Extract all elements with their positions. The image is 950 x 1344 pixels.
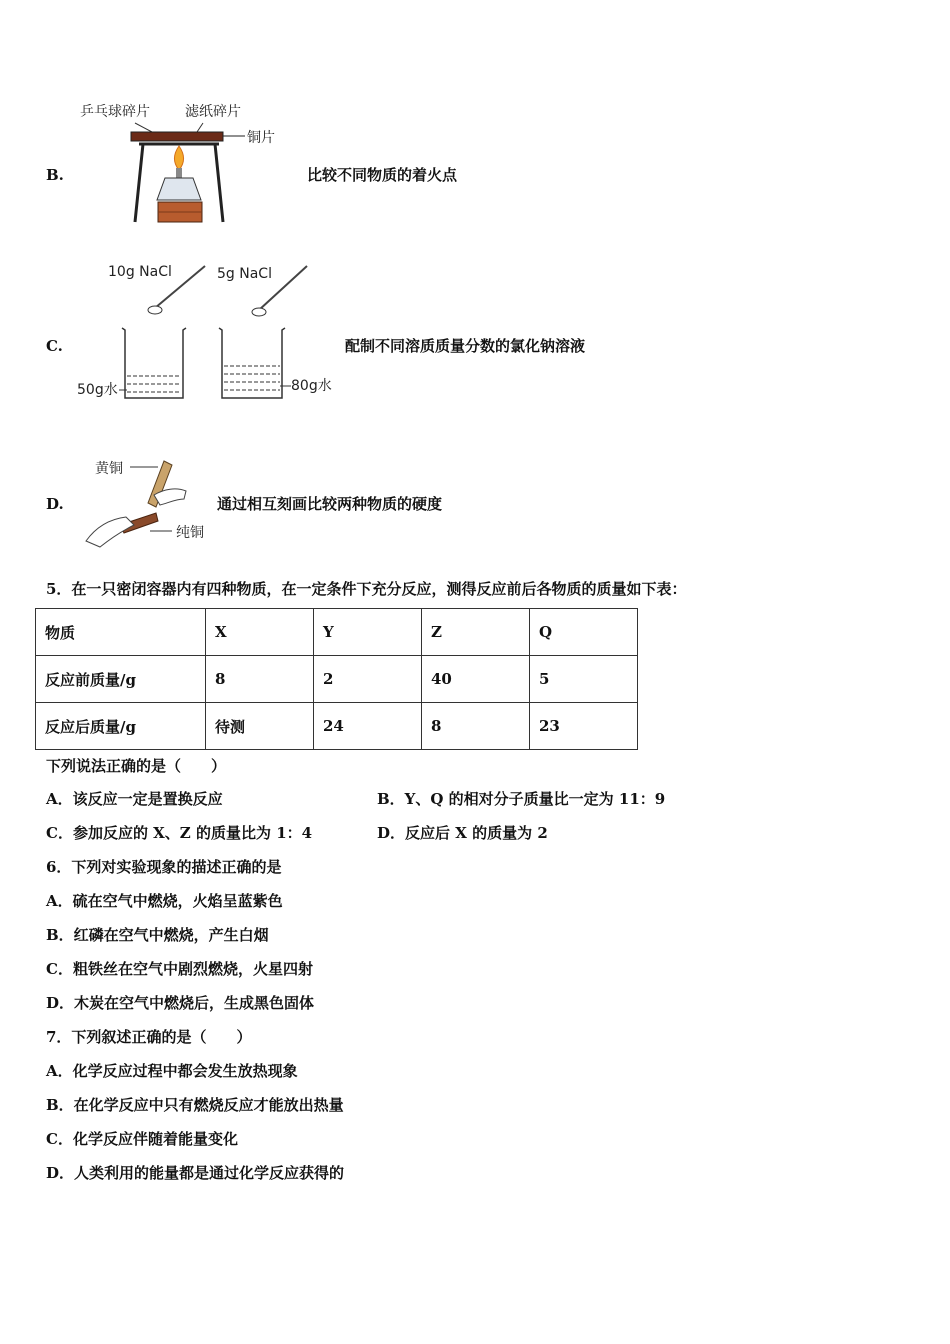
burning-comparison-figure — [75, 100, 295, 230]
q5-stem: 5．在一只密闭容器内有四种物质，在一定条件下充分反应，测得反应前后各物质的质量如下表： — [46, 580, 687, 598]
q6-option-c[interactable]: C．粗铁丝在空气中剧烈燃烧，火星四射 — [46, 960, 313, 978]
pure-copper-label: 纯铜 — [176, 525, 204, 541]
table-header-cell: Z — [422, 609, 530, 656]
table-cell: 40 — [422, 656, 530, 703]
solution-preparation-figure — [75, 258, 340, 408]
q5-option-c[interactable]: C．参加反应的 X、Z 的质量比为 1：4 — [46, 824, 313, 842]
water-50g-label: 50g水 — [77, 382, 118, 398]
copper-sheet — [131, 132, 223, 141]
q5-mass-table — [35, 608, 638, 750]
nacl-10g-label: 10g NaCl — [108, 264, 172, 280]
q7-stem: 7．下列叙述正确的是（ ） — [46, 1028, 252, 1046]
q7-option-a[interactable]: A．化学反应过程中都会发生放热现象 — [46, 1062, 298, 1080]
q6-option-b[interactable]: B．红磷在空气中燃烧，产生白烟 — [46, 926, 269, 944]
table-row — [36, 656, 638, 703]
q5-option-d[interactable]: D．反应后 X 的质量为 2 — [377, 824, 548, 842]
beakers-drawing — [75, 258, 340, 408]
table-header-cell: X — [206, 609, 314, 656]
beaker-left — [122, 328, 186, 398]
option-c-letter: C. — [46, 337, 63, 355]
flame — [174, 146, 183, 170]
q7-option-d[interactable]: D．人类利用的能量都是通过化学反应获得的 — [46, 1164, 345, 1182]
table-header-row — [36, 609, 638, 656]
q6-option-d[interactable]: D．木炭在空气中燃烧后，生成黑色固体 — [46, 994, 315, 1012]
table-header-cell: 物质 — [36, 609, 206, 656]
q5-option-a[interactable]: A．该反应一定是置换反应 — [46, 790, 223, 808]
copper-sheet-label: 铜片 — [247, 130, 275, 146]
table-cell: 2 — [314, 656, 422, 703]
option-d-letter: D. — [46, 495, 64, 513]
q6-stem: 6．下列对实验现象的描述正确的是 — [46, 858, 282, 876]
table-header-cell: Q — [530, 609, 638, 656]
scratching-hands-drawing — [80, 455, 220, 550]
table-row — [36, 703, 638, 750]
hardness-comparison-figure — [80, 455, 220, 550]
pingpong-fragment-label: 乒乓球碎片 — [80, 104, 150, 120]
brass-label: 黄铜 — [95, 461, 123, 477]
water-80g-label: 80g水 — [291, 378, 332, 394]
table-cell: 反应前质量/g — [36, 656, 206, 703]
table-cell: 8 — [422, 703, 530, 750]
table-cell: 23 — [530, 703, 638, 750]
alcohol-lamp — [157, 178, 201, 200]
table-cell: 反应后质量/g — [36, 703, 206, 750]
option-b-description: 比较不同物质的着火点 — [307, 166, 458, 184]
spoon-left — [155, 266, 205, 308]
q5-prompt: 下列说法正确的是（ ） — [46, 757, 227, 775]
spoon-right — [259, 266, 307, 310]
q5-option-b[interactable]: B．Y、Q 的相对分子质量比一定为 11：9 — [377, 790, 666, 808]
filter-paper-fragment-label: 滤纸碎片 — [185, 104, 241, 120]
q6-option-a[interactable]: A．硫在空气中燃烧，火焰呈蓝紫色 — [46, 892, 283, 910]
q7-option-b[interactable]: B．在化学反应中只有燃烧反应才能放出热量 — [46, 1096, 344, 1114]
beaker-right — [219, 328, 285, 398]
table-cell: 24 — [314, 703, 422, 750]
option-c-description: 配制不同溶质质量分数的氯化钠溶液 — [345, 337, 586, 355]
q7-option-c[interactable]: C．化学反应伴随着能量变化 — [46, 1130, 238, 1148]
nacl-5g-label: 5g NaCl — [217, 266, 272, 282]
table-header-cell: Y — [314, 609, 422, 656]
option-b-letter: B. — [46, 166, 64, 184]
table-cell: 8 — [206, 656, 314, 703]
option-d-description: 通过相互刻画比较两种物质的硬度 — [217, 495, 443, 513]
table-cell: 待测 — [206, 703, 314, 750]
tripod-burner-drawing — [75, 100, 295, 230]
table-cell: 5 — [530, 656, 638, 703]
